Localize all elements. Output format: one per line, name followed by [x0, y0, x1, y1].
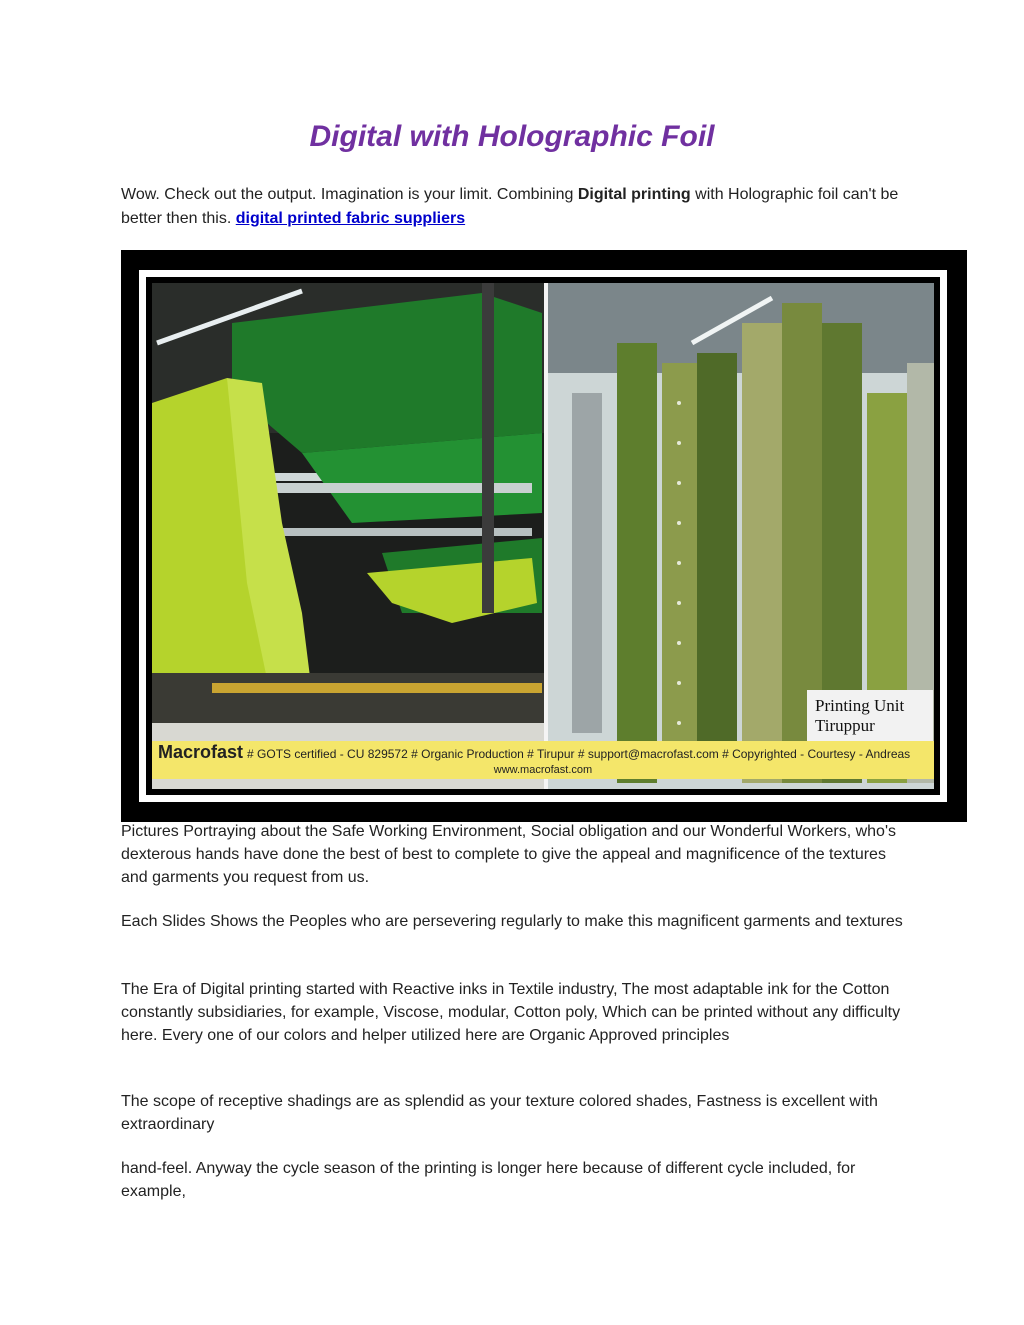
paragraph-4: The scope of receptive shadings are as splendid as your texture colored shades, Fastness is excellent with extraordinary [121, 1093, 878, 1133]
caption-url: www.macrofast.com [493, 764, 593, 776]
intro-bold: Digital printing [577, 186, 691, 203]
photo-caption-bar [152, 741, 934, 779]
page-title: Digital with Holographic Foil [309, 120, 715, 153]
paragraph-5: hand-feel. Anyway the cycle season of the printing is longer here because of different cycle included, for example, [121, 1160, 856, 1200]
intro-text: Wow. Check out the output. Imagination is your limit. Combining [121, 186, 578, 203]
printing-unit-label [807, 690, 933, 742]
paragraph-3: The Era of Digital printing started with Reactive inks in Textile industry, The most adaptable ink for the Cotton constantly subsidiaries, for example, Viscose, modular, Cotton poly, Which can be printed without any difficulty here. Every one of our colors and helper utilized here are Organic Approved principles [121, 981, 901, 1044]
photo-frame [121, 250, 967, 822]
intro-paragraph [121, 183, 911, 231]
supplier-link[interactable]: digital printed fabric suppliers [235, 210, 466, 227]
caption-text: # GOTS certified - CU 829572 # Organic Production # Tirupur # support@macrofast.com # Copyrighted - Courtesy - Andreas [247, 747, 911, 761]
intro-text-2: with Holographic foil can't be better then this. [121, 186, 899, 227]
paragraph-1: Pictures Portraying about the Safe Working Environment, Social obligation and our Wonderful Workers, who's dexterous hands have done the best of best to complete to give the appeal and magnificence of the textures and garments you request from us. [121, 823, 897, 886]
paragraph-2: Each Slides Shows the Peoples who are persevering regularly to make this magnificent garments and textures [121, 913, 903, 930]
label-line-2: Tiruppur [815, 716, 875, 735]
label-line-1: Printing Unit [815, 696, 905, 715]
caption-brand: Macrofast [158, 742, 244, 762]
printing-unit-photo [152, 283, 934, 789]
